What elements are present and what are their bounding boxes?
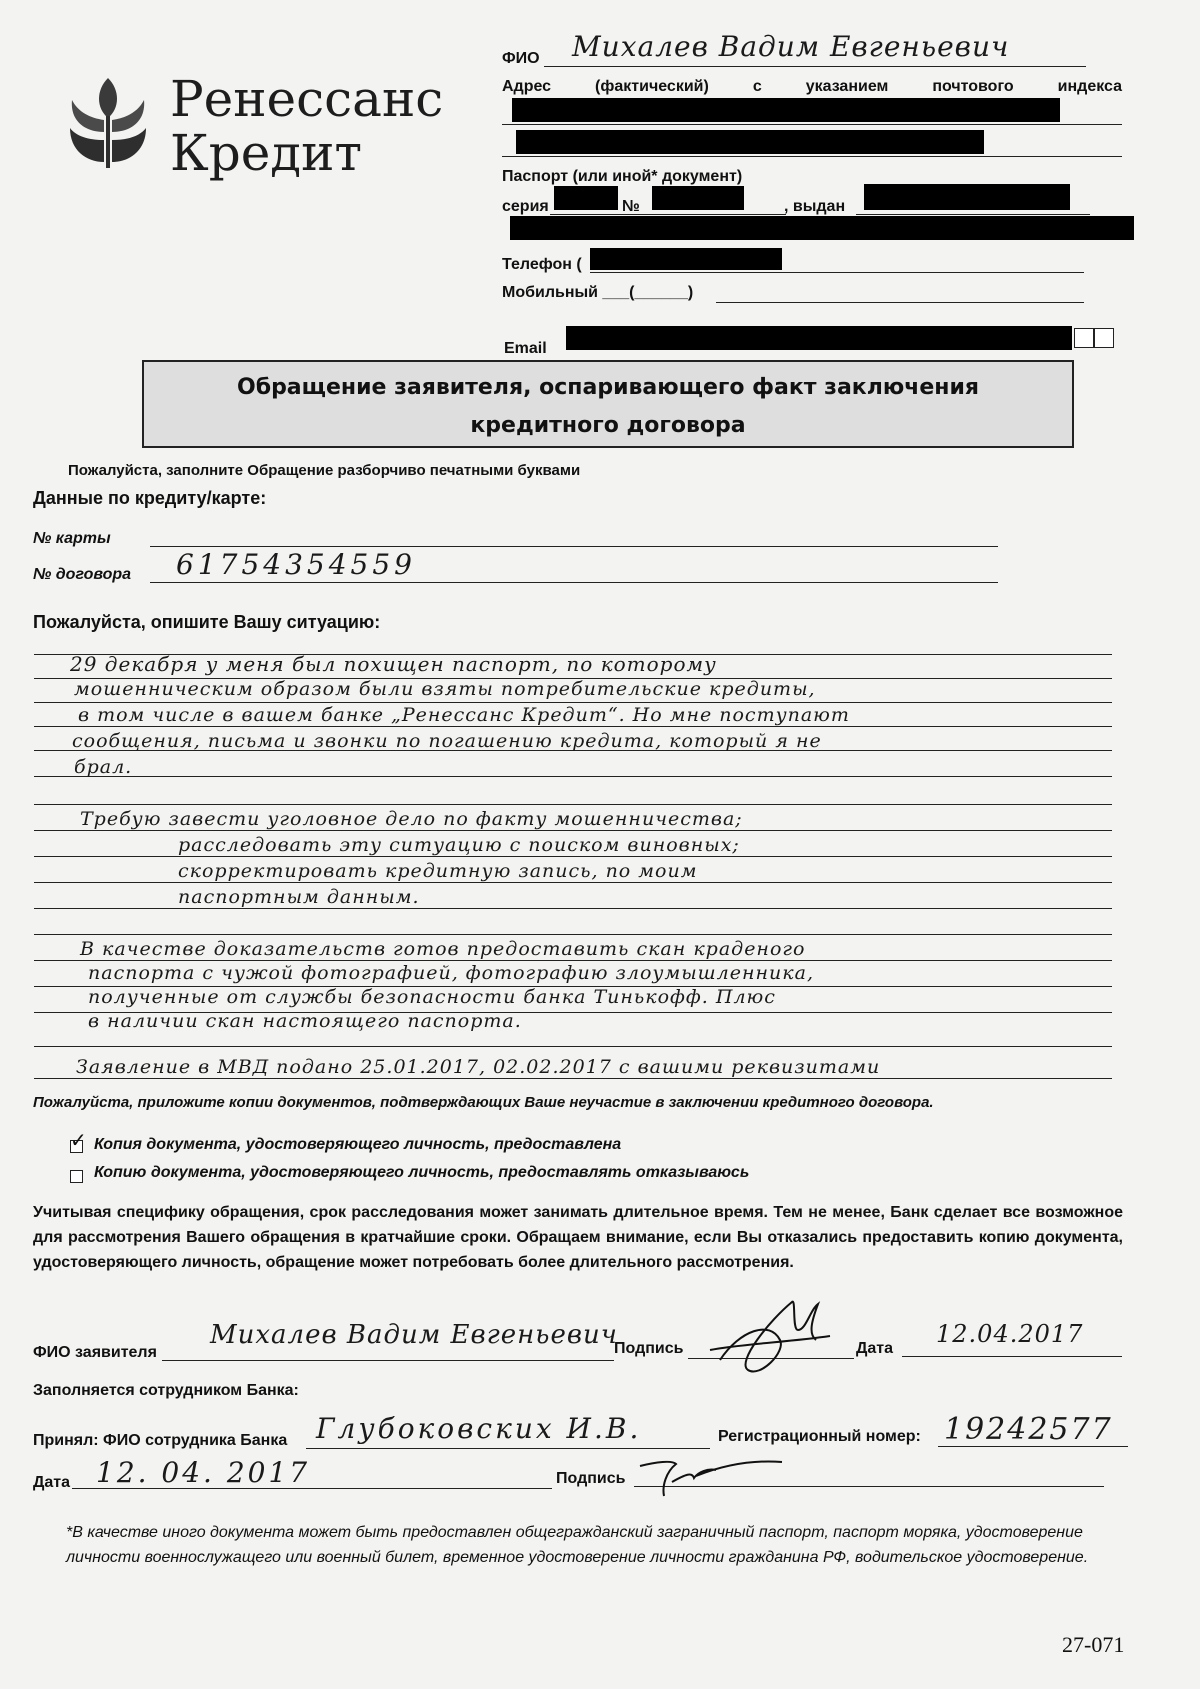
situation-line-5[interactable]: брал. [74,756,133,778]
fio-value[interactable]: Михалев Вадим Евгеньевич [572,30,1010,63]
bank-signature-icon [636,1452,786,1502]
address-word-5: почтового [932,78,1014,95]
applicant-signature-icon [700,1290,840,1386]
checkmark-icon: ✓ [70,1128,87,1152]
fio-label: ФИО [502,50,540,67]
situation-line-7[interactable]: расследовать эту ситуацию с поиском виновных; [178,834,740,856]
address-word-3: с [752,78,762,95]
option-provided-label: Копия документа, удостоверяющего личность, предоставлена [94,1136,622,1153]
applicant-fio-label: ФИО заявителя [33,1344,157,1361]
phone-label: Телефон ( [502,256,582,273]
situation-line-13[interactable]: в наличии скан настоящего паспорта. [88,1010,522,1032]
situation-heading: Пожалуйста, опишите Вашу ситуацию: [33,612,381,632]
document-number: 27-071 [1062,1632,1125,1657]
brand-line-2: Кредит [170,124,363,182]
number-label: № [622,198,640,215]
address-word-2: (фактический) [595,78,709,95]
footnote: *В качестве иного документа может быть предоставлен общегражданский заграничный паспорт, паспорт моряка, удостоверение личности военнослужащего или военный билет, временное удостоверение личности гражданина РФ, водительское удостоверение. [66,1524,1089,1566]
bank-date-value[interactable]: 12. 04. 2017 [96,1456,311,1489]
form-title-line-2: кредитного договора [470,413,746,438]
applicant-fio-value[interactable]: Михалев Вадим Евгеньевич [210,1320,618,1350]
redacted-phone [590,248,782,270]
brand-name [170,72,443,180]
situation-line-4[interactable]: сообщения, письма и звонки по погашению кредита, который я не [72,730,822,752]
option-refuse-label: Копию документа, удостоверяющего личность, предоставлять отказываюсь [94,1164,750,1181]
situation-line-1[interactable]: 29 декабря у меня был похищен паспорт, по которому [70,652,717,676]
redacted-address-2 [516,130,984,154]
situation-line-10[interactable]: В качестве доказательств готов предоставить скан краденого [80,938,806,960]
contract-label: № договора [33,566,132,583]
reg-number-value[interactable]: 19242577 [944,1412,1113,1447]
accepted-value[interactable]: Глубоковских И.В. [316,1412,642,1445]
email-label: Email [504,340,547,357]
notice-paragraph: Учитывая специфику обращения, срок расследования может занимать длительное время. Тем не менее, Банк сделает все возможное для рассмотрения Вашего обращения в кратчайшие сроки. Обращаем внимание, если Вы отказались предоставить копию документа, удостоверяющего личность, обращение может потребовать более длительного рассмотрения. [33,1204,1123,1271]
redacted-number [652,186,744,210]
address-label [502,78,1122,96]
option-refuse-checkbox[interactable] [70,1170,83,1183]
redacted-series [554,186,618,210]
applicant-sign-label: Подпись [614,1340,684,1357]
bank-sign-label: Подпись [556,1470,626,1487]
series-label: серия [502,198,549,215]
redacted-address-1 [512,98,1060,122]
renaissance-logo-icon [66,70,150,170]
redacted-issued-by-2 [510,216,1134,240]
situation-line-9[interactable]: паспортным данным. [178,886,420,908]
situation-line-8[interactable]: скорректировать кредитную запись, по моим [178,860,698,882]
brand-line-1: Ренессанс [170,70,444,128]
situation-line-11[interactable]: паспорта с чужой фотографией, фотографию злоумышленника, [88,962,814,984]
redacted-email [566,326,1072,350]
situation-line-3[interactable]: в том числе в вашем банке „Ренессанс Кредит“. Но мне поступают [78,704,850,726]
bank-heading: Заполняется сотрудником Банка: [33,1382,299,1399]
attach-heading: Пожалуйста, приложите копии документов, подтверждающих Ваше неучастие в заключении кредитного договора. [33,1094,934,1111]
email-box-1 [1074,328,1094,348]
situation-line-12[interactable]: полученные от службы безопасности банка Тинькофф. Плюс [88,986,776,1008]
passport-label: Паспорт (или иной* документ) [502,168,743,185]
situation-line-14[interactable]: Заявление в МВД подано 25.01.2017, 02.02.2017 с вашими реквизитами [76,1056,881,1078]
situation-line-6[interactable]: Требую завести уголовное дело по факту мошенничества; [80,808,743,830]
address-word-6: индекса [1057,78,1122,95]
contract-value[interactable]: 61754354559 [176,548,416,581]
address-word-1: Адрес [502,78,552,95]
situation-line-2[interactable]: мошенническим образом были взяты потребительские кредиты, [74,678,816,700]
bank-date-label: Дата [33,1474,71,1491]
form-title-line-1: Обращение заявителя, оспаривающего факт заключения [237,375,979,400]
applicant-date-label: Дата [856,1340,894,1357]
fill-instruction: Пожалуйста, заполните Обращение разборчиво печатными буквами [68,462,581,479]
address-word-4: указанием [805,78,889,95]
card-label: № карты [33,530,111,547]
accepted-label: Принял: ФИО сотрудника Банка [33,1432,288,1449]
form-title [142,360,1074,448]
issued-label: , выдан [784,198,846,215]
credit-heading: Данные по кредиту/карте: [33,488,267,508]
applicant-date-value[interactable]: 12.04.2017 [936,1320,1084,1348]
reg-number-label: Регистрационный номер: [718,1428,921,1445]
redacted-issued-by [864,184,1070,210]
mobile-label: Мобильный ___(______) [502,284,694,301]
email-box-2 [1094,328,1114,348]
